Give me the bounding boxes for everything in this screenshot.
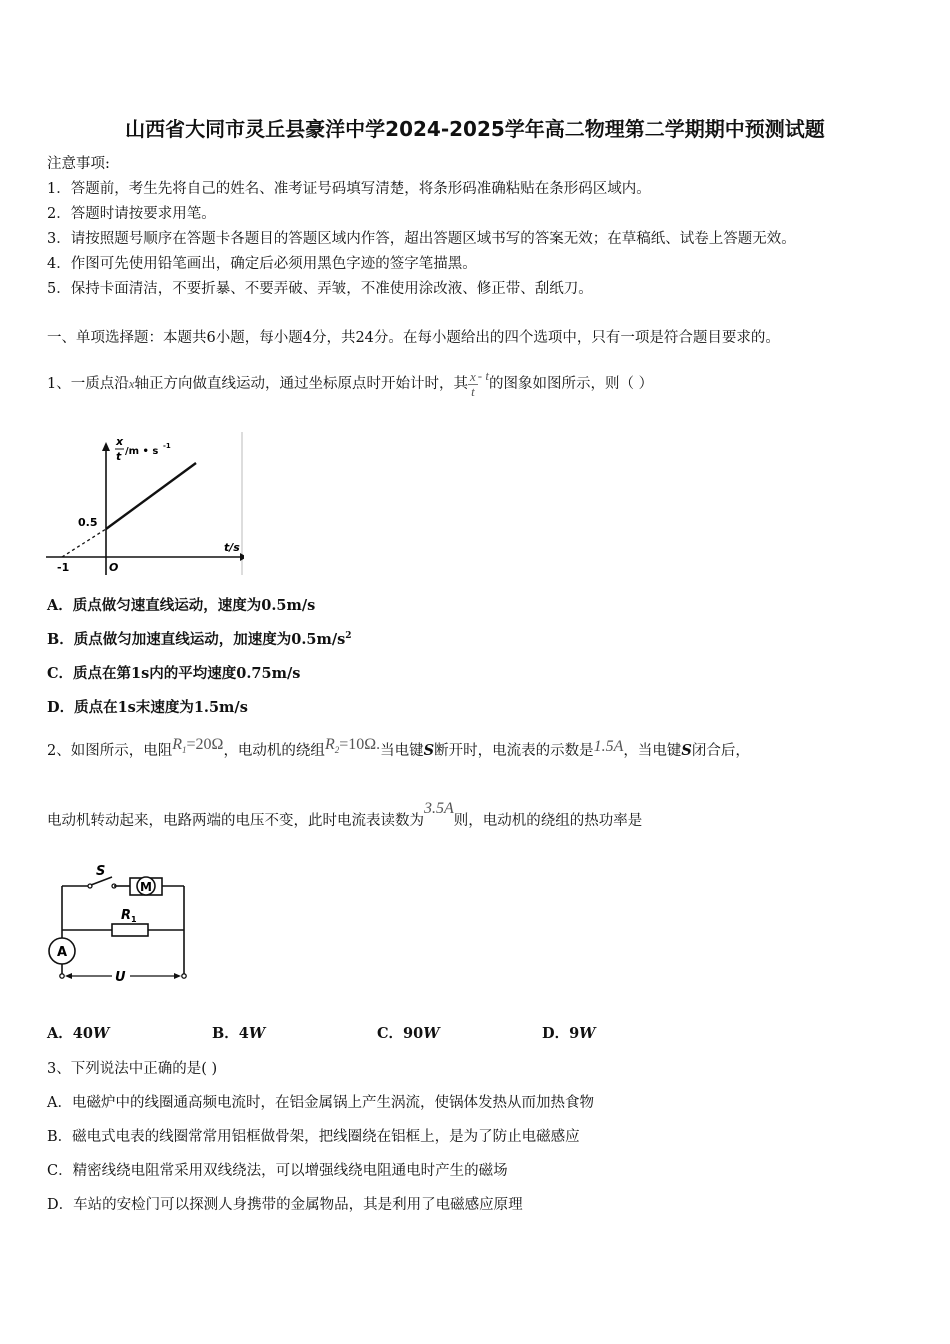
y-unit: /m • s <box>125 446 159 457</box>
q2-r2-value: =10Ω. <box>339 736 381 753</box>
question-3-stem: 3、下列说法中正确的是( ) <box>47 1061 218 1077</box>
q2-current-1: 1.5A <box>593 738 624 755</box>
q2-switch-s2: S <box>681 742 692 759</box>
q2-circuit-diagram <box>44 860 194 986</box>
q2-stem-a: 2、如图所示，电阻 <box>47 743 173 759</box>
notice-item: 2．答题时请按要求用笔。 <box>47 206 216 222</box>
y-label-num: x <box>116 435 124 448</box>
y-label-den: t <box>116 450 122 463</box>
terminal-left <box>60 974 64 978</box>
q3-option-b: B．磁电式电表的线圈常常用铝框做骨架，把线圈绕在铝框上，是为了防止电磁感应 <box>47 1129 580 1145</box>
q2-choice-c-text: C．90 <box>377 1025 424 1042</box>
q2-r1-symbol: R <box>172 736 183 753</box>
q1-option-c: C．质点在第1s内的平均速度0.75m/s <box>47 665 301 682</box>
q2-r1 <box>172 736 223 753</box>
intercept-label: 0.5 <box>78 516 98 529</box>
q1-var-x: x <box>128 376 135 391</box>
q2-choice-d <box>542 1022 595 1043</box>
resistor-r1 <box>112 924 148 936</box>
q2-stem-e: ，当电键 <box>623 743 682 759</box>
q2-current-2: 3.5A <box>424 800 454 817</box>
section-heading: 一、单项选择题：本题共6小题，每小题4分，共24分。在每小题给出的四个选项中，只有一项是符合题目要求的。 <box>47 330 780 346</box>
motor-label: M <box>140 880 152 894</box>
q1-velocity-graph <box>44 432 244 578</box>
q1-fraction <box>468 370 478 399</box>
question-2-stem-line2 <box>47 800 643 836</box>
q2-switch-s: S <box>423 742 435 759</box>
ammeter-label: A <box>57 945 68 960</box>
q2-choice-a <box>47 1022 109 1043</box>
q2-r2 <box>325 736 380 753</box>
q2-choice-c <box>377 1022 440 1043</box>
x-axis-label: t/s <box>224 541 240 554</box>
q2-r2-sub: 2 <box>334 745 340 755</box>
q1-frac-num: x <box>470 368 476 384</box>
data-line <box>106 463 196 529</box>
notice-item: 3．请按照题号顺序在答题卡各题目的答题区域内作答，超出答题区域书写的答案无效；在草稿纸、试卷上答题无效。 <box>47 231 796 247</box>
voltage-arrowhead-right <box>174 973 181 979</box>
question-1-stem <box>47 366 653 402</box>
q2-r1-value: =20Ω <box>186 736 224 753</box>
q2-choice-d-unit: W <box>579 1025 596 1042</box>
q1-frac-tail: - t <box>477 368 489 383</box>
question-2-stem-line1 <box>47 736 750 771</box>
terminal-right <box>182 974 186 978</box>
origin-label: O <box>109 561 119 574</box>
y-axis-arrow <box>102 442 110 451</box>
resistor-label: R <box>121 908 132 923</box>
q3-option-c: C．精密线绕电阻常采用双线绕法，可以增强线绕电阻通电时产生的磁场 <box>47 1163 508 1179</box>
page-title: 山西省大同市灵丘县豪洋中学2024-2025学年高二物理第二学期期中预测试题 <box>125 117 825 141</box>
q1-frac-den: t <box>471 383 475 399</box>
q2-choice-c-unit: W <box>423 1025 440 1042</box>
notice-item: 5．保持卡面清洁，不要折暴、不要弄破、弄皱，不准使用涂改液、修正带、刮纸刀。 <box>47 281 593 297</box>
q2-r2-symbol: R <box>324 736 335 753</box>
q1-option-b-text: B．质点做匀加速直线运动，加速度为0.5m/s <box>47 631 346 648</box>
q2-choice-b <box>212 1022 265 1043</box>
q1-option-d: D．质点在1s末速度为1.5m/s <box>47 699 248 716</box>
q2-stem-c: 当电键 <box>380 743 424 759</box>
q2-choice-b-text: B．4 <box>212 1025 249 1042</box>
switch-label: S <box>96 864 106 879</box>
q2-r1-sub: 1 <box>182 745 187 755</box>
q2-choice-d-text: D．9 <box>542 1025 580 1042</box>
q1-stem-a: 1、一质点沿 <box>47 376 129 392</box>
q2-line2-b: 则，电动机的绕组的热功率是 <box>453 813 643 829</box>
q2-stem-b: ，电动机的绕组 <box>223 743 325 759</box>
q1-stem-c: 的图象如图所示，则（ ） <box>489 376 654 392</box>
voltage-arrowhead-left <box>65 973 72 979</box>
q2-choice-a-unit: W <box>92 1025 110 1042</box>
q1-option-b-sup: 2 <box>345 631 352 641</box>
q2-stem-d: 断开时，电流表的示数是 <box>434 743 594 759</box>
notice-item: 4．作图可先使用铅笔画出，确定后必须用黑色字迹的签字笔描黑。 <box>47 256 477 272</box>
x-axis-arrow <box>240 553 244 561</box>
neg-one-label: -1 <box>57 561 70 574</box>
q1-option-a: A．质点做匀速直线运动，速度为0.5m/s <box>47 597 316 614</box>
extrapolated-line <box>62 529 106 557</box>
y-unit-exp: -1 <box>163 442 171 450</box>
q2-choice-b-unit: W <box>248 1025 266 1042</box>
q3-option-a: A．电磁炉中的线圈通高频电流时，在铝金属锅上产生涡流，使锅体发热从而加热食物 <box>47 1095 594 1111</box>
notice-item: 1．答题前，考生先将自己的姓名、准考证号码填写清楚，将条形码准确粘贴在条形码区域内。 <box>47 181 651 197</box>
voltage-label: U <box>115 970 126 985</box>
q1-stem-b: 轴正方向做直线运动，通过坐标原点时开始计时，其 <box>134 376 469 392</box>
notice-heading: 注意事项: <box>47 156 110 172</box>
q2-stem-f: 闭合后， <box>691 743 750 759</box>
q2-choice-a-text: A．40 <box>47 1025 93 1042</box>
q2-line2-a: 电动机转动起来，电路两端的电压不变，此时电流表读数为 <box>47 813 424 829</box>
q3-option-d: D．车站的安检门可以探测人身携带的金属物品，其是利用了电磁感应原理 <box>47 1197 523 1213</box>
resistor-sub: 1 <box>131 915 137 924</box>
q1-option-b <box>47 628 352 649</box>
